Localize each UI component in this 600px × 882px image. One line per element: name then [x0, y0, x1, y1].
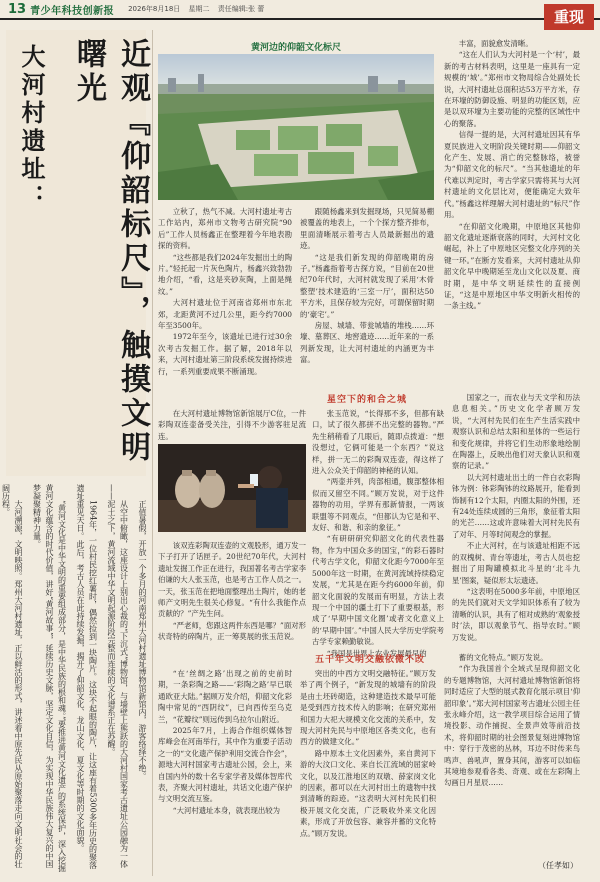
- issue-weekday: 星期二: [188, 5, 210, 13]
- museum-photo-graphic: [158, 444, 306, 532]
- page-number: 13: [8, 1, 27, 17]
- intro-paragraph: 正值暑假，开放一个多月的河南郑州大河村遗址博物馆新馆内，游客络绎不绝。: [138, 500, 147, 780]
- paragraph: “这些都是我们2024年发掘出土的陶片。”轻托起一片灰色陶片，杨鑫兴致勃勃地介绍，“看，这是夹砂灰陶，上面是绳纹。”: [158, 252, 292, 296]
- paragraph: 张玉范说，“长得那不多，但都有缺口，试了很久都拼不出完整的器物。”严先生稍稍看了几眼后，随即点拨道：“想没想过，它俩可能是一个东西？”说这样，拼一无二的彩陶双连壶，得这样了进入公众关于仰韶的神秘的认知。: [312, 409, 444, 476]
- paragraph: “作为我国首个全域式呈现仰韶文化的专题博物馆，大河村遗址博物馆新馆将同时适应了大型的展式教育化展示项目‘仰韶印象’。”郑大河村国家考古遗址公园主任张永峰介绍，这一教学项目综合运用了情境投影、动作捕捉、全景声效等前沿技术，将仰韶时期的社会图景复刻进博物馆中：穿行于茂密的丛林，耳边不时传来鸟鸣声、兽吼声，置身其间，游客可以如临其境地参观看各类、奇观、或在左彩陶上勾画日月星辰……: [444, 664, 580, 788]
- paragraph: 大河村遗址位于河南省郑州市东北郊，北距黄河不过几公里，距今约7000年至3500年。: [158, 298, 292, 331]
- author-credit: （任孝如）: [538, 861, 578, 870]
- headline-block: [6, 30, 150, 476]
- paragraph: “有研研研究仰韶文化的代表性器物，作为中国众多的国宝，”的彩石器时代考古学文化，仰韶文化距今7000年至5000年这一时期，在黄河流域持续稳定发展，“尤其是在距今约6000年前，仰韶文化面貌的发展而有明显，方法上表现一个中国的疆土打下了重要根基，形成了‘早期中国文化圈’或者文化意义上的‘早期中国’。”中国人民大学历史学院考古学专家赖勤敏说。: [312, 534, 444, 647]
- masthead: [0, 0, 600, 20]
- paragraph: 以大河村遗址出土的一件白衣彩陶钵为例：钵彩陶钵的纹路展开，能看到饰制有12个太阳，内圈太阳的外围，还有24处连续成圆的三角形，象征着太阳的光芒……这或许意味着大河村先民有了对年、月等时间观念的掌握。: [452, 472, 580, 539]
- masthead-info: [128, 4, 270, 14]
- text-column: [300, 668, 436, 868]
- paragraph: 2025年7月，上海合作组织媒体智库峰会在河南举行，其中作为重要子活动之一的“文化遗产保护利用交流合作会”，源地大河村国家考古遗址公园，会上，来自国内外的数十名专家学者及媒体智库代表，齐聚大河村遗址，共话文化遗产保护与文明交流互鉴。: [158, 726, 292, 804]
- museum-photo: [158, 444, 306, 532]
- intro-paragraph: “黄河文化是中华文明的重要组成部分，是中华民族的根和魂。”要推进黄河文化遗产的系统保护，深入挖掘黄河文化蕴含的时代价值，讲好“黄河故事”，延续历史文脉，坚定文化自信，为实现中华民族伟大复兴的中国梦凝聚精神力量。: [32, 484, 67, 873]
- paragraph: 立秋了，热气不减。大河村遗址考古工作站内，郑州市文物考古研究院“90后”工作人员杨鑫正在整理着今年地表勘探的资料。: [158, 207, 292, 251]
- text-column: [158, 206, 292, 382]
- text-column: [444, 652, 580, 858]
- paragraph: 国家之一，而农业与天文学和历法息息相关。”历史文化学者顾万发说，“大河村先民们在生产生活实践中观察认识和总结太阳和星体的一些运行和变化规律，并将它们生动形象地绘制在陶器上，反映出他们对天象认识和观察的记录。”: [452, 393, 580, 471]
- paragraph: 突出的中西方文明交融特征。”顾万发举了两个例子，“新发现的城墙有的阶段是由土坯砖砌造，这种建造技术最早可能是受到西方技术传入的影响；在研究郑州和国力大祀大规模文化交流的关系中，发现大河村先民与中原地区各类文化，也有西方的做建文化。”: [300, 669, 436, 747]
- paragraph: 1972年至今，该遗址已进行过30余次考古发掘工作。据了解，2018年以来，大河村遗址第三阶段系统发掘持续进行，一系列重要成果不断涌现。: [158, 332, 292, 376]
- paragraph: 房屋、城墙、带瓮城墙的堆栈……环壕、墓葬区、地窖遗迹……近年来的一系列新发现，让大河村遗址的内涵更为丰富。: [300, 321, 434, 365]
- aerial-photo-graphic: [158, 54, 434, 200]
- intro-paragraph: 从空中俯瞰，这座设计上别出心裁的“下沉式”博物馆，与墙壁上熊跃的大河村国家考古遗址公园融为一体——泥土之下，黄河流域中华文明起源阶段完整而连续的文化谱系正在苏醒。: [107, 484, 129, 869]
- paragraph: “在仰韶文化晚期，中原地区其他仰韶文化遗址逐渐衰落的同时，大河村文化崛起，补上了中原地区完整文化序列的关键一环。”在断方发看来，大河村遗址从仰韶文化早中晚期延至龙山文化以及夏、商时期，是中华文明延续性的直接例证，“这是中原地区中华文明新火相传的一条主线。”: [444, 221, 580, 311]
- text-column: [158, 668, 292, 868]
- paragraph: “这表明在5000多年前，中原地区的先民们就对天文学知识体系有了较为清晰的认识，具有了相对成熟的‘观象授时’法，即以观象节气、指导农时。”顾万发说。: [452, 586, 580, 642]
- text-column: [452, 392, 580, 644]
- paragraph: “这是我们新发现的仰韶晚期的房子。”杨鑫指着考古探方说，“目前在20世纪70年代时，大河村就发现了采用‘木骨整塑’技术建造的‘三室一厅’，面积达50平方米，且保存较为完好，可谓保留时期的‘豪宅’。”: [300, 252, 434, 319]
- text-column: [312, 408, 444, 658]
- aerial-photo: [158, 54, 434, 200]
- paragraph: “严老师，您跟这两件东西是哪？”面对形状奇特的碎陶片，正一筹莫展的张玉范说。: [158, 620, 306, 642]
- text-column: [444, 38, 580, 382]
- headline-prefix: 大河村遗址：: [17, 44, 45, 212]
- paragraph: 丰富，面貌愈发清晰。: [458, 39, 533, 48]
- paragraph: “我国是世界上农业发展最早的: [326, 648, 427, 658]
- text-column: [158, 408, 306, 442]
- paragraph: 在大河村遗址博物馆新馆展厅C位，一件彩陶双连壶备受关注，引得不少游客驻足流连。: [158, 409, 306, 441]
- paragraph: 路中原本土文化因素外，来自黄河下游的大汶口文化、来自长江流域的屈家岭文化，以及江淮地区的双墩、薛家岗文化的因素，都可以在大河村出土的遗物中找到清晰的踪迹。“这表明大河村先民们积极开展文化交流，广泛吸收外来文化因素，形成了开放包容、兼容并蓄的文化特点。”顾万发说。: [300, 748, 436, 838]
- photo-caption: 黄河边的仰韶文化标尺: [250, 43, 341, 53]
- paragraph: “这在人们认为大河村是一个‘村’，最新的考古材料表明，这里是一座具有一定规模的‘城’。”郑州市文物局综合处副处长说，大河村遗址总面积达53万平方米，存在环壕的防御设施、明显的功能区划，应是以双环壕为主要功能的完整的区域性中心的聚落。: [444, 50, 580, 128]
- column-divider: [152, 30, 153, 876]
- text-column: [300, 206, 434, 382]
- paragraph: 不止大河村，在与该遗址相距不远的双槐树、青台等遗址，考古人员也挖掘出了用陶罐模拟北斗星的‘北斗九星’图案，疑似形太坛遗迹。: [452, 541, 580, 585]
- editor-credit: 责任编辑:张 蕾: [217, 5, 265, 13]
- paragraph: 信得一提的是，大河村遗址因其有华夏民族进入文明阶段关键时期——仰韶文化产生、发展、消亡的完整脉络，被誉为“仰韶文化的标尺”。“当其他遗址的年代难以判定时，考古学家只需将其与大河村遗址的文化层比对，便能确定大致年代。”杨鑫这样理解大河村遗址的“标尺”作用。: [444, 130, 580, 220]
- issue-date: 2026年8月18日: [128, 5, 181, 13]
- paragraph: “在‘丝绸之路’出现之前的史前时期，一条彩陶之路——‘彩陶之路’早已联通欧亚大陆。”据顾万发介绍，仰韶文化彩陶中常见的“西阴纹”，已向西传至乌克兰，“花瓣纹”则远传到乌拉尔山附近。: [158, 669, 292, 724]
- paragraph: “两壶并列，肉部相通，腹部整体相似而又留空不同。”顾万发说，对于这件器物的功用，学界有那新情报，一两该联盟等不同观点，“但都认为它是和平、友好、和谐、和亲的象征。”: [312, 477, 444, 533]
- paragraph: 跟随杨鑫来到发掘现场，只见简易棚被覆盖的地表上，一个个探方整齐排布，里面清晰展示着考古人员最新掘出的遗迹。: [300, 207, 434, 251]
- intro-text: [1, 484, 148, 874]
- paragraph: 蓄的文化特点。”顾万发说。: [458, 653, 548, 662]
- subheading: 星空下的和合之城: [326, 395, 407, 405]
- paragraph: 该双连彩陶双连壶的文观股形，通万发一下子打开了话匣子。20世纪70年代，大河村遗址发掘工作正在进行，我国著名考古学家李伯谦的大人张玉范，也是考古工作人员之一。一天，张玉范在把地面整理出土陶片，她的老师产文明先生很关心修复。“有什么我能作点贡献的？”产先生问。: [158, 541, 306, 619]
- text-column: [158, 540, 306, 644]
- section-tag: 重现: [544, 4, 594, 30]
- paper-name: 青少年科技创新报: [30, 5, 115, 17]
- intro-paragraph: 大河溯源，文明映照。郑州大河村遗址，正以鲜活的形式，讲述着中原先民从原始聚落走向文明社会的壮阔历程。: [1, 484, 23, 868]
- headline-main: 近观『仰韶标尺』，触摸文明曙光: [71, 38, 150, 465]
- paragraph: “大河村遗址本身，就表现出较为: [172, 805, 281, 815]
- intro-paragraph: 1964年，一位村民挖红薯时，偶然捡到一块陶片。这块不起眼的陶片，让这座有着5300多年历史的聚落遗址重见天日。此后，考古人员在此持续发掘，揭开了仰韶文化、龙山文化、夏文化等时期的文化面貌。: [76, 484, 98, 869]
- subheading: 五千年文明交融依微不改: [314, 655, 425, 665]
